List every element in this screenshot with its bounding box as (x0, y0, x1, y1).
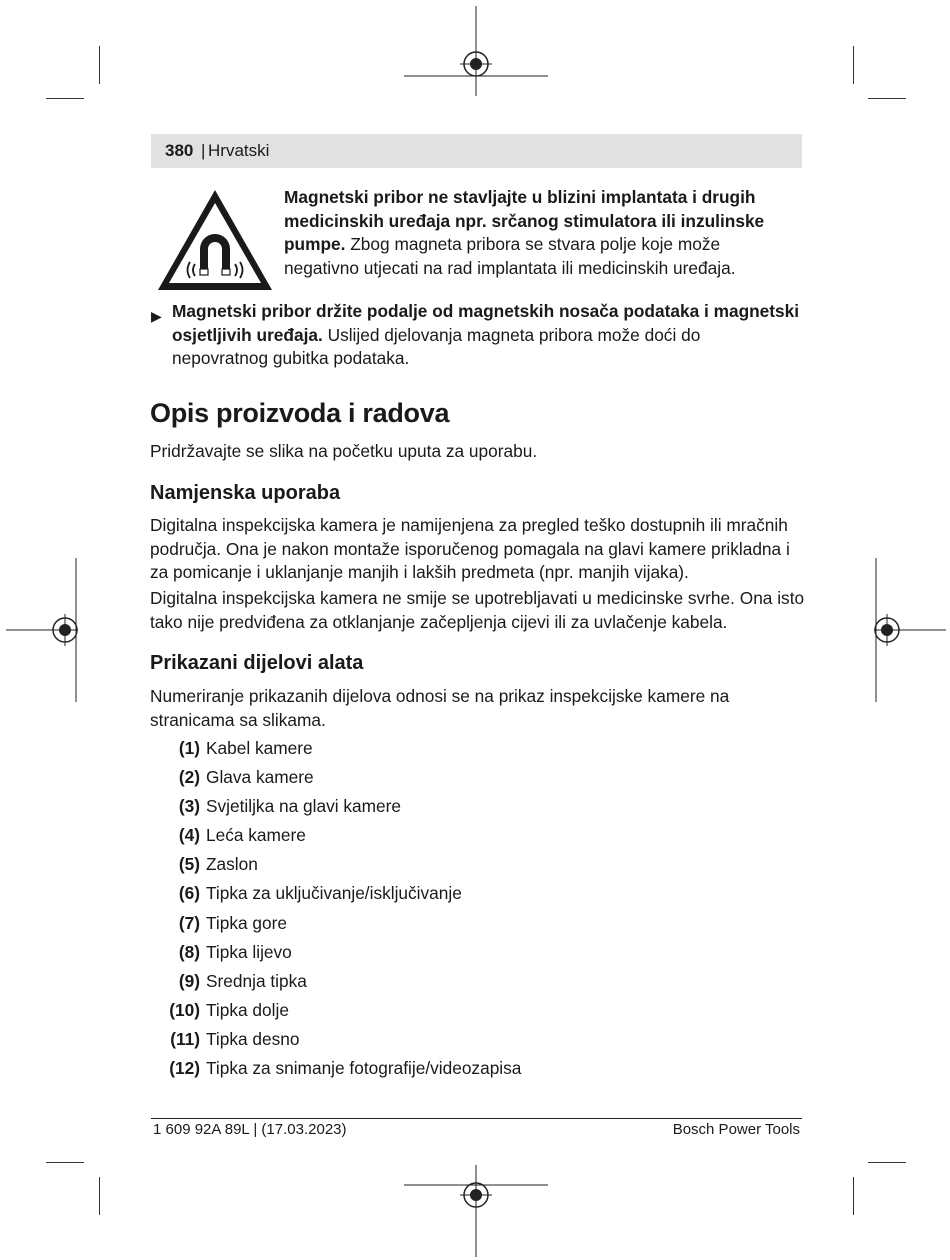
intended-use-heading: Namjenska uporaba (150, 482, 341, 504)
page-number: 380 (165, 141, 194, 160)
item-label: Tipka za snimanje fotografije/videozapisa (206, 1058, 522, 1079)
bullet-arrow-icon: ▶ (151, 308, 162, 324)
item-number: (1) (178, 738, 200, 758)
header-language: Hrvatski (208, 141, 270, 160)
magnet-warning-normal: Zbog magneta pribora se stvara polje koje može negativno utjecati na rad implantata ili medicinskih uređaja. (284, 234, 736, 278)
bullet-normal: Uslijed djelovanja magneta pribora može doći do nepovratnog gubitka podataka. (172, 324, 701, 368)
magnet-warning-bold: Magnetski pribor ne stavljajte u blizini implantata i drugih medicinskih uređaja npr. srčanog stimulatora ili inzulinske pumpe. (284, 187, 765, 254)
list-item (150, 850, 750, 879)
crop-mark (868, 98, 906, 99)
crop-mark (46, 98, 84, 99)
item-number: (7) (178, 912, 200, 933)
item-number: (11) (170, 1028, 200, 1049)
item-number: (8) (178, 941, 200, 962)
magnet-warning-icon (155, 187, 275, 293)
list-item (150, 909, 750, 938)
footer-document-id: 1 609 92A 89L | (17.03.2023) (153, 1121, 347, 1138)
safety-bullet (151, 300, 801, 371)
section-title: Opis proizvoda i radova (150, 398, 450, 428)
registration-mark-top (404, 6, 548, 96)
registration-mark-bottom (404, 1165, 548, 1257)
crop-mark (868, 1162, 906, 1163)
item-label: Tipka dolje (206, 999, 289, 1020)
item-label: Tipka za uključivanje/isključivanje (206, 883, 462, 904)
item-label: Tipka lijevo (206, 941, 292, 962)
item-label: Zaslon (206, 854, 258, 875)
item-number: (6) (178, 883, 200, 904)
list-item (150, 1054, 750, 1083)
item-label: Srednja tipka (206, 970, 307, 991)
item-number: (4) (178, 825, 200, 846)
item-number: (10) (169, 999, 200, 1020)
footer-rule (151, 1118, 802, 1119)
crop-mark (46, 1162, 84, 1163)
list-item (150, 734, 750, 763)
list-item (150, 967, 750, 996)
components-heading: Prikazani dijelovi alata (150, 652, 364, 674)
section-intro: Pridržavajte se slika na početku uputa za uporabu. (150, 441, 538, 461)
intended-use-paragraph-2: Digitalna inspekcijska kamera ne smije se upotrebljavati u medicinske svrhe. Ona isto tako nije predviđena za otklanjanje začepljenja cijevi ili za uvlačenje kabela. (150, 588, 805, 632)
item-number: (12) (169, 1058, 200, 1079)
list-item (150, 1025, 750, 1054)
bullet-bold: Magnetski pribor držite podalje od magnetskih nosača podataka i magnetski osjetljivih uređaja. (172, 301, 800, 345)
list-item (150, 938, 750, 967)
item-label: Svjetiljka na glavi kamere (206, 796, 401, 817)
page-header (151, 134, 802, 168)
magnet-warning-text (284, 186, 794, 280)
list-item (150, 821, 750, 850)
crop-mark (853, 1177, 854, 1215)
list-item (150, 763, 750, 792)
list-item (150, 792, 750, 821)
item-label: Leća kamere (206, 825, 306, 846)
item-number: (9) (178, 970, 200, 991)
item-label: Tipka desno (206, 1028, 300, 1049)
crop-mark (99, 1177, 100, 1215)
item-label: Glava kamere (206, 767, 314, 788)
item-number: (3) (178, 796, 200, 817)
header-separator: | (201, 141, 206, 160)
registration-mark-right (874, 558, 946, 702)
item-label: Kabel kamere (206, 738, 313, 758)
intended-use-paragraph-1: Digitalna inspekcijska kamera je namijenjena za pregled teško dostupnih ili mračnih područja. Ona je nakon montaže isporučenog pomagala na glavi kamere prikladna i za pomicanje i uklanjanje manjih i lakših predmeta (npr. manjih vijaka). (150, 515, 790, 582)
components-list (150, 734, 750, 1083)
registration-mark-left (6, 558, 78, 702)
item-label: Tipka gore (206, 912, 288, 933)
components-intro: Numeriranje prikazanih dijelova odnosi se na prikaz inspekcijske kamere na stranicama sa slikama. (150, 686, 730, 730)
crop-mark (853, 46, 854, 84)
crop-mark (99, 46, 100, 84)
list-item (150, 996, 750, 1025)
list-item (150, 879, 750, 908)
item-number: (2) (178, 767, 200, 788)
footer-brand: Bosch Power Tools (672, 1121, 800, 1138)
item-number: (5) (178, 854, 200, 875)
